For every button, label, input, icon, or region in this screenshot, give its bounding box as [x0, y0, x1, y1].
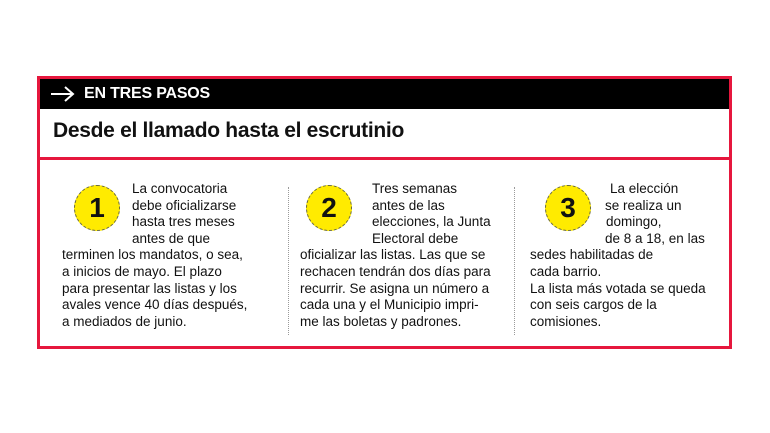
step-3-line: cada barrio. — [530, 263, 602, 279]
step-3-line: se realiza un — [605, 197, 682, 213]
step-2-badge: 2 — [306, 185, 352, 231]
step-1-line: para presentar las listas y los — [62, 280, 237, 296]
step-3-text — [530, 181, 735, 330]
step-3-line: domingo, — [606, 214, 662, 230]
kicker-bar — [40, 79, 729, 109]
step-3-line: La elección — [610, 181, 679, 196]
step-3-line: La lista más votada se queda — [530, 280, 706, 296]
step-2-line: oficializar las listas. Las que se — [300, 247, 486, 263]
step-2-line: recurrir. Se asigna un número a — [300, 280, 490, 296]
step-2-line: me las boletas y padrones. — [300, 313, 462, 329]
step-3-line: comisiones. — [530, 313, 602, 329]
step-3-line: con seis cargos de la — [530, 297, 657, 313]
step-1-badge: 1 — [74, 185, 120, 231]
column-separator — [514, 187, 515, 335]
step-2-line: elecciones, la Junta — [372, 214, 491, 230]
step-1-line: a mediados de junio. — [62, 313, 187, 329]
step-2-line: Tres semanas — [372, 181, 458, 196]
step-1-line: avales vence 40 días después, — [62, 297, 248, 313]
step-3-badge: 3 — [545, 185, 591, 231]
column-separator — [288, 187, 289, 335]
red-divider — [40, 157, 729, 160]
step-2-line: cada una y el Municipio impri- — [300, 297, 479, 313]
step-2-text — [300, 181, 552, 330]
arrow-right-icon — [50, 84, 76, 104]
step-1-line: debe oficializarse — [132, 197, 237, 213]
step-3-line: de 8 a 18, en las — [605, 230, 705, 246]
step-1-line: hasta tres meses — [132, 214, 235, 230]
step-2-line: rechacen tendrán dos días para — [300, 263, 491, 279]
kicker-label: EN TRES PASOS — [84, 85, 211, 102]
step-1-line: terminen los mandatos, o sea, — [62, 247, 243, 263]
step-3-line: sedes habilitadas de — [530, 247, 654, 263]
step-2-line: Electoral debe — [372, 230, 459, 246]
step-1-text — [62, 181, 312, 330]
step-2-line: antes de las — [372, 197, 445, 213]
step-1-line: antes de que — [132, 230, 211, 246]
step-1-line: La convocatoria — [132, 181, 228, 196]
step-1-line: a inicios de mayo. El plazo — [62, 263, 222, 279]
infobox-frame — [37, 76, 732, 349]
headline: Desde el llamado hasta el escrutinio — [53, 119, 404, 142]
